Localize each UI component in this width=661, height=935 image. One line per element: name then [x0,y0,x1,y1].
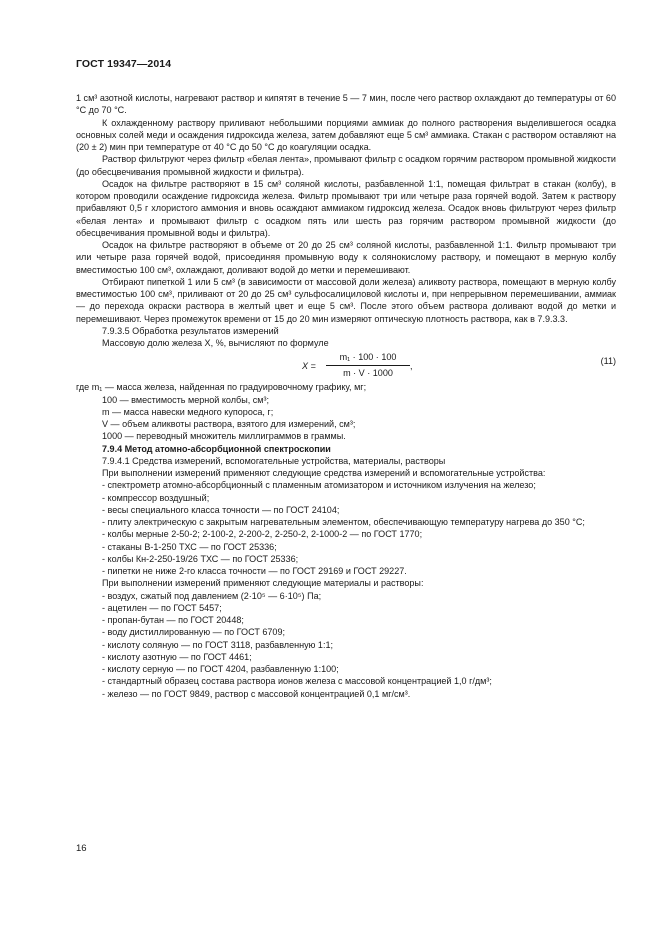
paragraph-2: К охлажденному раствору приливают небольшими порциями аммиак до полного растворения выделившегося осадка основных солей меди и осаждения гидроксида железа, затем добавляют еще 5 см³ аммиака. Стакан с раствором оставляют на (20 ± 2) мин при температуре от 40 °С до 50 °С до коагуляции осадка. [76,117,616,152]
formula-11 [76,350,616,380]
list-item: - колбы Кн-2-250-19/26 ТХС — по ГОСТ 25336; [102,553,299,564]
paragraph-5: Осадок на фильтре растворяют в объеме от 20 до 25 см³ соляной кислоты, разбавленной 1:1. Фильтр промывают три или четыре раза горячей водой, присоединяя промывную воду к солянокислому раствору, и помещают в мерную колбу вместимостью 100 см³, охлаждают, доливают водой до метки и перемешивают. [76,240,616,275]
paragraph-6: Отбирают пипеткой 1 или 5 см³ (в зависимости от массовой доли железа) аликвоту раствора, помещают в мерную колбу вместимостью 100 см³, приливают от 20 до 25 см³ сульфосалициловой кислоты и, при непрерывном перемешивании, аммиак — до перехода окраски раствора в желтый цвет и еще 5 см³. После этого объем раствора доливают водой до метки и перемешивают. Через промежуток времени от 15 до 20 мин измеряют оптическую плотность раствора, как в 7.9.3.3. [76,276,616,324]
list-item: - компрессор воздушный; [102,492,210,503]
list-item: - воздух, сжатый под давлением (2·10⁵ — 6·10⁵) Па; [102,590,322,601]
list-item: - пропан-бутан — по ГОСТ 20448; [102,615,244,625]
instruments-list [76,479,616,577]
paragraph-3: Раствор фильтруют через фильтр «белая лента», промывают фильтр с осадком горячим раствором промывной жидкости (до обесцвечивания промывной жидкости и фильтра). [76,154,616,177]
instruments-intro: При выполнении измерений применяют следующие средства измерений и вспомогательные устройства: [102,468,546,478]
formula-denominator: m · V · 1000 [343,367,393,378]
list-item: - кислоту азотную — по ГОСТ 4461; [102,651,252,662]
list-item: - ацетилен — по ГОСТ 5457; [102,602,222,613]
list-item: - плиту электрическую с закрытым нагревательным элементом, обеспечивающую температуру нагрева до 350 °С; [102,517,585,527]
materials-list [76,590,616,700]
list-item: - пипетки не ниже 2-го класса точности — по ГОСТ 29169 и ГОСТ 29227. [102,566,407,576]
where-line-3: m — масса навески медного купороса, г; [102,406,274,417]
list-item: - стандартный образец состава раствора ионов железа с массовой концентрацией 1,0 г/дм³; [102,676,492,687]
formula-numerator: m₁ · 100 · 100 [326,351,410,365]
paragraph-1: 1 см³ азотной кислоты, нагревают раствор и кипятят в течение 5 — 7 мин, после чего раствор охлаждают до температуры от 60 °С до 70 °С. [76,93,616,116]
formula-number: (11) [600,356,616,367]
subsection-7-9-4-1: 7.9.4.1 Средства измерений, вспомогательные устройства, материалы, растворы [102,455,446,466]
document-body [76,92,616,700]
page-number: 16 [76,843,87,854]
formula-fraction [326,351,410,379]
list-item: - кислоту серную — по ГОСТ 4204, разбавленную 1:100; [102,664,339,674]
formula-comma: , [410,361,413,372]
list-item: - колбы мерные 2-50-2; 2-100-2, 2-200-2, 2-250-2, 2-1000-2 — по ГОСТ 1770; [102,529,423,540]
where-line-5: 1000 — переводный множитель миллиграммов в граммы. [102,431,346,442]
materials-intro: При выполнении измерений применяют следующие материалы и растворы: [102,578,424,589]
list-item: - стаканы В-1-250 ТХС — по ГОСТ 25336; [102,541,277,552]
list-item: - воду дистиллированную — по ГОСТ 6709; [102,627,286,638]
paragraph-4: Осадок на фильтре растворяют в 15 см³ соляной кислоты, разбавленной 1:1, помещая фильтрат в стакан (колбу), в котором проводили осаждение гидроксида железа. Фильтр промывают три или четыре раза горячей водой. Затем к раствору прибавляют 0,5 г хлористого аммония и вновь осаждают аммиаком гидроксид железа. Осадок вновь фильтруют через фильтр «белая лента» и промывают фильтр с осадком пять или шесть раз горячим раствором промывной жидкости (до обесцвечивания промывной воды и фильтра). [76,178,616,238]
formula-intro: Массовую долю железа X, %, вычисляют по формуле [102,338,329,348]
list-item: - спектрометр атомно-абсорбционный с пламенным атомизатором и источником излучения на железо; [102,480,536,491]
document-header: ГОСТ 19347—2014 [76,58,172,70]
where-line-1: где m₁ — масса железа, найденная по градуировочному графику, мг; [76,382,367,393]
list-item: - железо — по ГОСТ 9849, раствор с массовой концентрацией 0,1 мг/см³. [102,688,411,699]
section-heading: 7.9.4 Метод атомно-абсорбционной спектроскопии [102,443,331,454]
list-item: - весы специального класса точности — по ГОСТ 24104; [102,504,340,515]
where-line-4: V — объем аликвоты раствора, взятого для измерений, см³; [102,419,356,429]
list-item: - кислоту соляную — по ГОСТ 3118, разбавленную 1:1; [102,639,334,650]
subsection-7-9-3-5: 7.9.3.5 Обработка результатов измерений [102,325,279,336]
where-line-2: 100 — вместимость мерной колбы, см³; [102,394,270,405]
formula-lhs: X = [302,361,316,372]
